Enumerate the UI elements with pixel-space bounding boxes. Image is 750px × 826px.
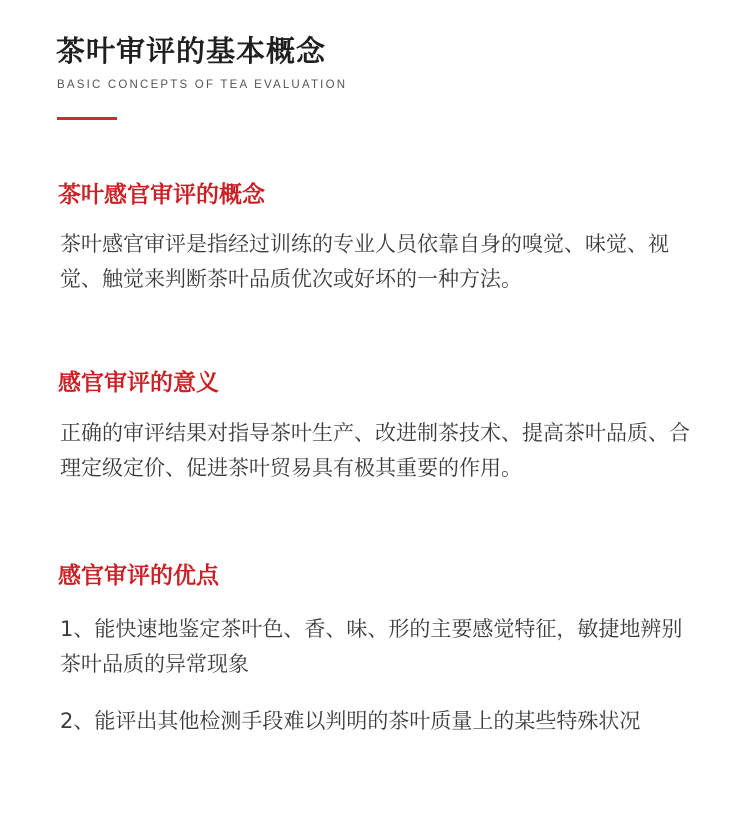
section-heading-significance: 感官审评的意义 — [58, 370, 219, 396]
advantage-item-1: 1、能快速地鉴定茶叶色、香、味、形的主要感觉特征，敏捷地辨别茶叶品质的异常现象 — [60, 617, 683, 676]
title-accent-divider — [57, 117, 117, 120]
section-paragraph-concept: 茶叶感官审评是指经过训练的专业人员依靠自身的嗅觉、味觉、视觉、触觉来判断茶叶品质优次或好坏的一种方法。 — [60, 232, 669, 291]
page-subtitle: BASIC CONCEPTS OF TEA EVALUATION — [57, 79, 348, 91]
page-title: 茶叶审评的基本概念 — [56, 34, 327, 68]
section-paragraph-significance: 正确的审评结果对指导茶叶生产、改进制茶技术、提高茶叶品质、合理定级定价、促进茶叶贸易具有极其重要的作用。 — [60, 421, 690, 480]
section-heading-advantages: 感官审评的优点 — [58, 563, 219, 589]
section-heading-concept: 茶叶感官审评的概念 — [58, 182, 265, 208]
advantage-item-2: 2、能评出其他检测手段难以判明的茶叶质量上的某些特殊状况 — [60, 709, 641, 733]
